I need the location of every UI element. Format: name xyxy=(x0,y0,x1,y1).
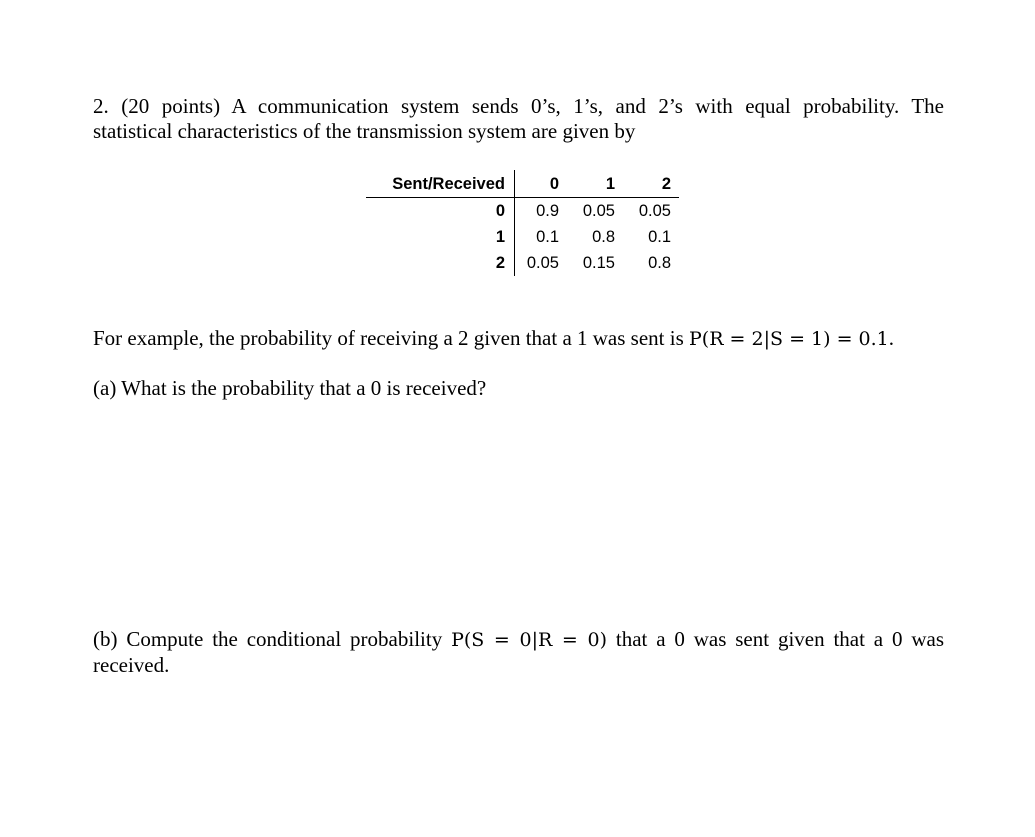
part-b-line-2: received. xyxy=(93,653,170,677)
question-part-a: (a) What is the probability that a 0 is received? xyxy=(93,376,487,400)
transition-probability-table xyxy=(366,170,679,276)
row-header-1: 1 xyxy=(366,224,515,250)
part-b-lead-text: (b) Compute the conditional probability xyxy=(93,627,452,651)
example-text: For example, the probability of receiving a 2 given that a 1 was sent is xyxy=(93,326,690,350)
part-b-trailing-text: that a 0 was sent given that a 0 was xyxy=(607,627,944,651)
table-cell: 0.05 xyxy=(582,202,615,220)
table-cell: 0.1 xyxy=(648,228,671,246)
table-cell: 0.05 xyxy=(526,254,559,272)
table-row xyxy=(366,198,679,225)
column-header-1: 1 xyxy=(559,170,615,198)
table-header-row xyxy=(366,170,679,198)
table-row xyxy=(366,250,679,276)
table-cell: 0.05 xyxy=(638,202,671,220)
column-header-2: 2 xyxy=(615,170,679,198)
column-header-0: 0 xyxy=(515,170,560,198)
table-corner-header: Sent/Received xyxy=(366,170,515,198)
row-header-2: 2 xyxy=(366,250,515,276)
problem-statement-line-1: 2. (20 points) A communication system sends 0’s, 1’s, and 2’s with equal probability. The xyxy=(93,94,944,118)
table-row xyxy=(366,224,679,250)
example-period: . xyxy=(888,326,894,350)
row-header-0: 0 xyxy=(366,198,515,225)
example-statement xyxy=(93,326,894,352)
table-cell: 0.15 xyxy=(582,254,615,272)
problem-statement-line-2: statistical characteristics of the transmission system are given by xyxy=(93,119,636,143)
table-cell: 0.8 xyxy=(592,228,615,246)
question-part-b xyxy=(93,627,944,678)
example-formula: P(R = 2|S = 1) = 0.1 xyxy=(689,328,889,350)
part-b-line-1 xyxy=(93,627,944,653)
table-cell: 0.1 xyxy=(536,228,559,246)
part-b-formula: P(S = 0|R = 0) xyxy=(451,629,607,651)
table-cell: 0.8 xyxy=(648,254,671,272)
table-cell: 0.9 xyxy=(536,202,559,220)
problem-statement xyxy=(93,94,944,144)
